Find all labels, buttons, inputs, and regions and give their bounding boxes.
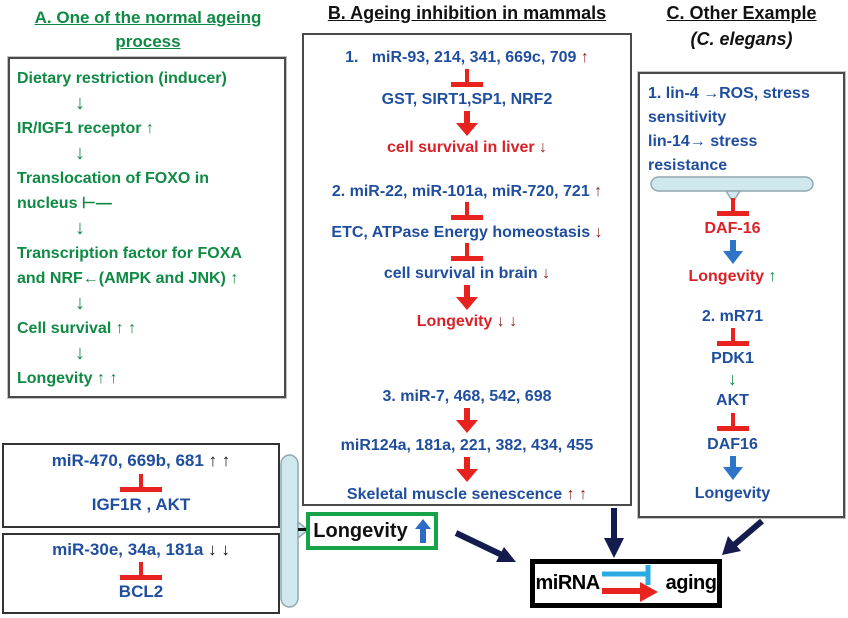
aging-label: aging [665, 572, 717, 594]
mir-list-2: miR-30e, 34a, 181a ↓ ↓ [52, 540, 230, 559]
blue-down-arrow-icon [721, 240, 745, 265]
b2-longevity: Longevity ↓ ↓ [416, 313, 518, 330]
b1-targets: GST, SIRT1,SP1, NRF2 [381, 91, 553, 108]
panel-b-title: B. Ageing inhibition in mammals [327, 3, 607, 23]
longevity-label: Longevity [313, 519, 408, 542]
a-step-dietary: Dietary restriction (inducer) [17, 70, 227, 87]
mirna-label: miRNA [535, 572, 600, 594]
mir-list-1: miR-470, 669b, 681 ↑ ↑ [51, 451, 231, 470]
b2-targets: ETC, ATPase Energy homeostasis ↓ [331, 224, 603, 241]
c-pdk1: PDK1 [711, 350, 754, 367]
panel-a-title-line2: process [115, 32, 181, 51]
up-arrow-icon: ↑ [580, 49, 589, 66]
c-longevity-1: Longevity ↑ [688, 268, 777, 285]
blue-down-arrow-icon [721, 456, 745, 481]
red-down-arrow-icon [453, 285, 481, 311]
inhibition-tbar-icon [717, 328, 749, 346]
mir-target-1: IGF1R , AKT [91, 495, 191, 514]
up-arrow-icon: ↑ [230, 270, 239, 287]
mir-target-2: BCL2 [118, 582, 164, 601]
up-arrows-icon: ↑ ↑ [208, 451, 231, 470]
panel-b-box [302, 33, 632, 506]
c-daf16: DAF-16 [704, 220, 761, 237]
a-down-arrow-icon: ↓ [75, 292, 85, 314]
up-arrow-icon: ↑ [594, 183, 603, 200]
inhibition-tbar-icon [451, 202, 483, 220]
c-akt: AKT [716, 392, 749, 409]
up-arrows-icon: ↑ ↑ [566, 486, 588, 503]
red-down-arrow-icon [453, 111, 481, 137]
down-arrow-icon: ↓ [542, 265, 551, 282]
panel-c-title: C. Other Example [666, 3, 817, 23]
c-daf16b: DAF16 [707, 436, 758, 453]
a-down-arrow-icon: ↓ [75, 92, 85, 114]
b3-targets: miR124a, 181a, 221, 382, 434, 455 [340, 437, 594, 454]
up-arrows-icon: ↑ ↑ [115, 320, 137, 337]
navy-arrow-from-longevity-icon [450, 526, 528, 572]
b2-mirs: 2. miR-22, miR-101a, miR-720, 721 ↑ [331, 183, 603, 200]
navy-arrow-from-panel-c-icon [708, 514, 770, 564]
longevity-result-box [306, 512, 438, 550]
green-up-arrow-icon: ↑ [768, 268, 777, 285]
a-step-receptor: IR/IGF1 receptor ↑ [17, 120, 154, 137]
blue-up-arrow-icon [415, 519, 431, 543]
a-step-cell-survival: Cell survival ↑ ↑ [17, 320, 137, 337]
c-mr71: 2. mR71 [701, 308, 764, 325]
red-down-arrow-icon [453, 408, 481, 434]
panel-c-box [638, 72, 845, 518]
a-down-arrow-icon: ↓ [75, 342, 85, 364]
a-step-translocation: Translocation of FOXO in [17, 170, 210, 187]
inhibition-tbar-icon [451, 69, 483, 87]
down-arrows-icon: ↓ ↓ [496, 313, 518, 330]
inhibit-and-promote-arrows-icon [602, 563, 664, 605]
red-down-arrow-icon [453, 457, 481, 483]
panel-a-title-line1: A. One of the normal ageing [34, 8, 262, 27]
mirna-aging-box [530, 559, 722, 608]
mir-box-bcl2 [2, 533, 280, 614]
b1-outcome: cell survival in liver ↓ [386, 139, 548, 156]
inhibition-tbar-icon [451, 243, 483, 261]
panel-c-subtitle: (C. elegans) [690, 29, 793, 49]
inhibition-tbar-icon [717, 413, 749, 431]
a-step-transcription: Transcription factor for FOXA [17, 245, 242, 262]
inhibition-tbar-icon [717, 198, 749, 216]
tack-line-icon: ⊢— [81, 195, 112, 212]
down-arrow-icon: ↓ [594, 224, 603, 241]
panel-a-title [8, 6, 288, 54]
b1-mirs: 1. miR-93, 214, 341, 669c, 709 ↑ [345, 49, 589, 66]
b3-outcome: Skeletal muscle senescence ↑ ↑ [346, 486, 588, 503]
b2-outcome: cell survival in brain ↓ [383, 265, 551, 282]
down-arrow-icon: ↓ [539, 139, 548, 156]
inhibition-tbar-icon [120, 474, 162, 492]
c-longevity-2: Longevity [694, 485, 771, 502]
up-arrows-icon: ↑ ↑ [97, 370, 118, 387]
c-lin-list: 1. lin-4 →ROS, stress sensitivity lin-14→ stress resistance [648, 85, 810, 174]
mir-box-igf1r [2, 443, 280, 528]
a-step-longevity: Longevity ↑ ↑ [17, 370, 118, 387]
up-arrow-icon: ↑ [145, 120, 154, 137]
green-down-arrow-icon: ↓ [728, 369, 737, 389]
panel-a-box [8, 57, 286, 398]
b3-mirs: 3. miR-7, 468, 542, 698 [382, 388, 552, 405]
down-arrows-icon: ↓ ↓ [208, 540, 230, 559]
a-step-nucleus: nucleus ⊢— [17, 195, 112, 212]
navy-arrow-from-panel-b-icon [600, 506, 628, 560]
a-step-nrf: and NRF←(AMPK and JNK) ↑ [17, 270, 239, 287]
inhibition-tbar-icon [120, 562, 162, 580]
a-down-arrow-icon: ↓ [75, 142, 85, 164]
a-down-arrow-icon: ↓ [75, 217, 85, 239]
